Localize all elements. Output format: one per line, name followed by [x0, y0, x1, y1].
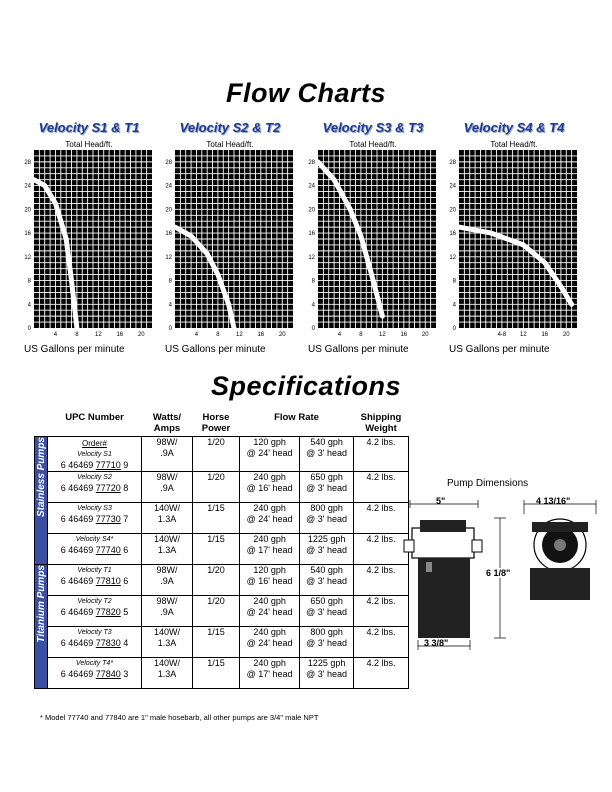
- cell-horsepower: [193, 437, 240, 472]
- y-tick-label: 12: [24, 254, 31, 261]
- y-tick-label: 4: [311, 302, 315, 309]
- cell-upc: [48, 503, 142, 534]
- upc-check-digit: 4: [123, 638, 129, 648]
- pump-model-name: Velocity T2: [77, 598, 112, 605]
- chart-y-label: Total Head/ft.: [65, 140, 113, 149]
- flow-gph: 120 gph: [253, 565, 286, 575]
- flow-gph: 240 gph: [253, 658, 286, 668]
- watts: 98W/: [156, 472, 178, 482]
- shipping-weight: 4.2 lbs.: [366, 472, 396, 482]
- x-tick-label: 12: [95, 332, 102, 338]
- amps: 1.3A: [157, 514, 177, 524]
- chart-plot: [21, 150, 157, 340]
- upc-check-digit: 5: [123, 607, 129, 617]
- upc-code: [48, 483, 141, 494]
- horsepower: 1/20: [207, 596, 225, 606]
- upc-prefix: 6 46469: [60, 460, 94, 470]
- table-row: [35, 534, 409, 565]
- x-tick-label: 12: [236, 332, 243, 338]
- table-row: [35, 472, 409, 503]
- dim-height: 6 1/8": [486, 568, 511, 578]
- watts: 140W/: [153, 627, 180, 637]
- upc-code: [48, 607, 141, 618]
- cell-weight: [354, 437, 409, 472]
- cell-horsepower: [193, 596, 240, 627]
- x-tick-label: 20: [137, 332, 145, 338]
- chart-x-label: US Gallons per minute: [308, 344, 409, 355]
- cell-flow-low-head: [300, 596, 354, 627]
- upc-code: [48, 576, 141, 587]
- flow-gph: 650 gph: [310, 472, 343, 482]
- x-tick-label: 16: [116, 332, 124, 338]
- upc-order-number: 77720: [95, 483, 121, 493]
- y-tick-label: 4: [27, 302, 31, 309]
- header-flow: Flow Rate: [274, 412, 319, 423]
- cell-upc: [48, 596, 142, 627]
- group-label-stainless: [35, 437, 48, 565]
- shipping-weight: 4.2 lbs.: [366, 658, 396, 668]
- y-tick-label: 16: [165, 231, 172, 238]
- pump-model-name: Velocity T1: [77, 567, 112, 574]
- flow-head: @ 3' head: [306, 545, 348, 555]
- chart-x-label: US Gallons per minute: [449, 344, 550, 355]
- chart-title: Velocity S1 & T1: [38, 120, 140, 135]
- cell-horsepower: [193, 534, 240, 565]
- header-upc: UPC Number: [65, 412, 124, 423]
- table-row: [35, 596, 409, 627]
- table-row: [35, 503, 409, 534]
- x-tick-label: 20: [562, 332, 570, 338]
- y-tick-label: 16: [449, 231, 456, 238]
- cell-flow-low-head: [300, 437, 354, 472]
- table-header-row: [35, 412, 409, 437]
- upc-order-number: 77820: [95, 607, 121, 617]
- pump-side-view: [404, 520, 482, 638]
- amps: 1.3A: [157, 545, 177, 555]
- y-tick-label: 4: [452, 302, 456, 309]
- watts: 140W/: [153, 534, 180, 544]
- cell-flow-high-head: [240, 534, 300, 565]
- flow-gph: 240 gph: [253, 472, 286, 482]
- pump-model-name: Velocity S4*: [75, 536, 114, 543]
- specifications-title: Specifications: [210, 371, 402, 401]
- y-tick-label: 8: [27, 278, 31, 285]
- cell-flow-high-head: [240, 472, 300, 503]
- cell-horsepower: [193, 565, 240, 596]
- table-row: [35, 658, 409, 689]
- y-tick-label: 20: [449, 207, 456, 214]
- cell-flow-low-head: [300, 472, 354, 503]
- cell-watts: [142, 658, 193, 689]
- y-tick-label: 24: [308, 183, 315, 190]
- upc-check-digit: 8: [123, 483, 129, 493]
- cell-watts: [142, 503, 193, 534]
- y-tick-label: 12: [165, 254, 172, 261]
- horsepower: 1/15: [207, 534, 225, 544]
- amps: 1.3A: [157, 638, 177, 648]
- dim-depth: 4 13/16": [536, 496, 571, 506]
- cell-flow-high-head: [240, 503, 300, 534]
- upc-check-digit: 6: [123, 576, 129, 586]
- horsepower: 1/20: [207, 472, 225, 482]
- y-tick-label: 24: [24, 183, 31, 190]
- x-tick-label: 4: [194, 332, 199, 338]
- x-tick-label: 16: [541, 332, 549, 338]
- shipping-weight: 4.2 lbs.: [366, 596, 396, 606]
- amps: .9A: [160, 448, 174, 458]
- flow-head: @ 17' head: [246, 669, 293, 679]
- flow-gph: 800 gph: [310, 503, 343, 513]
- upc-prefix: 6 46469: [60, 483, 94, 493]
- y-tick-label: 12: [449, 254, 456, 261]
- y-tick-label: 20: [24, 207, 31, 214]
- x-tick-label: 12: [520, 332, 527, 338]
- pump-model-name: Velocity S2: [77, 474, 112, 481]
- flow-gph: 540 gph: [310, 565, 343, 575]
- chart-plot: [162, 150, 298, 340]
- flow-gph: 120 gph: [253, 437, 286, 447]
- y-tick-label: 20: [165, 207, 172, 214]
- amps: .9A: [160, 576, 174, 586]
- cell-upc: [48, 534, 142, 565]
- x-tick-label: 16: [257, 332, 265, 338]
- pump-dimensions-title: Pump Dimensions: [447, 478, 529, 489]
- chart-x-label: US Gallons per minute: [24, 344, 125, 355]
- upc-order-number: 77830: [95, 638, 121, 648]
- flow-chart-4: [446, 120, 582, 360]
- pump-model-name: Velocity S3: [77, 505, 112, 512]
- cell-horsepower: [193, 658, 240, 689]
- cell-upc: [48, 658, 142, 689]
- amps: 1.3A: [157, 669, 177, 679]
- flow-gph: 650 gph: [310, 596, 343, 606]
- group-label-text: Titanium Pumps: [35, 565, 47, 643]
- x-tick-label: 12: [379, 332, 386, 338]
- flow-charts-title: Flow Charts: [225, 78, 386, 108]
- chart-title: Velocity S3 & T3: [322, 120, 424, 135]
- chart-title: Velocity S4 & T4: [463, 120, 565, 135]
- pump-model-name: Velocity T3: [77, 629, 112, 636]
- footnote: * Model 77740 and 77840 are 1" male hosebarb, all other pumps are 3/4" male NPT: [40, 713, 319, 722]
- cell-flow-high-head: [240, 437, 300, 472]
- flow-head: @ 16' head: [246, 576, 293, 586]
- flow-head: @ 24' head: [246, 448, 293, 458]
- y-tick-label: 24: [449, 183, 456, 190]
- cell-watts: [142, 596, 193, 627]
- dim-width: 5": [436, 496, 446, 506]
- y-tick-label: 28: [165, 159, 172, 166]
- specifications-table: [34, 412, 409, 689]
- chart-y-label: Total Head/ft.: [206, 140, 254, 149]
- order-label: Order#: [82, 439, 107, 448]
- flow-chart-3: [305, 120, 441, 360]
- cell-watts: [142, 565, 193, 596]
- table-row: [35, 565, 409, 596]
- upc-code: [48, 514, 141, 525]
- cell-watts: [142, 627, 193, 658]
- shipping-weight: 4.2 lbs.: [366, 437, 396, 447]
- y-tick-label: 16: [308, 231, 315, 238]
- x-tick-label: 20: [278, 332, 286, 338]
- y-tick-label: 0: [452, 326, 456, 332]
- cell-weight: [354, 658, 409, 689]
- cell-flow-low-head: [300, 658, 354, 689]
- x-tick-label: 8: [216, 332, 220, 338]
- flow-head: @ 16' head: [246, 483, 293, 493]
- flow-head: @ 3' head: [306, 448, 348, 458]
- amps: .9A: [160, 483, 174, 493]
- x-tick-label: 8: [75, 332, 79, 338]
- header-horse: Horse Power: [201, 412, 231, 434]
- flow-gph: 240 gph: [253, 503, 286, 513]
- pump-model-name: Velocity S1: [77, 451, 112, 458]
- y-tick-label: 0: [311, 326, 315, 332]
- flow-head: @ 3' head: [306, 607, 348, 617]
- y-tick-label: 8: [311, 278, 315, 285]
- upc-code: [48, 545, 141, 556]
- flow-gph: 540 gph: [310, 437, 343, 447]
- header-watts: Watts/ Amps: [152, 412, 182, 434]
- y-tick-label: 24: [165, 183, 172, 190]
- upc-check-digit: 6: [123, 545, 129, 555]
- x-tick-label: 8: [359, 332, 363, 338]
- cell-horsepower: [193, 472, 240, 503]
- cell-horsepower: [193, 503, 240, 534]
- upc-prefix: 6 46469: [60, 638, 94, 648]
- chart-plot: [446, 150, 582, 340]
- flow-head: @ 3' head: [306, 514, 348, 524]
- y-tick-label: 0: [168, 326, 172, 332]
- flow-gph: 240 gph: [253, 627, 286, 637]
- chart-y-label: Total Head/ft.: [490, 140, 538, 149]
- y-tick-label: 16: [24, 231, 31, 238]
- horsepower: 1/20: [207, 565, 225, 575]
- cell-flow-high-head: [240, 565, 300, 596]
- flow-gph: 1225 gph: [307, 534, 346, 544]
- x-tick-label: 4-8: [497, 332, 507, 338]
- chart-x-label: US Gallons per minute: [165, 344, 266, 355]
- table-row: [35, 627, 409, 658]
- x-tick-label: 20: [421, 332, 429, 338]
- group-label-titanium: [35, 565, 48, 689]
- y-tick-label: 8: [168, 278, 172, 285]
- upc-code: [48, 669, 141, 680]
- flow-head: @ 3' head: [306, 576, 348, 586]
- x-tick-label: 4: [53, 332, 58, 338]
- flow-gph: 240 gph: [253, 596, 286, 606]
- upc-prefix: 6 46469: [60, 545, 94, 555]
- cell-watts: [142, 534, 193, 565]
- pump-front-view: [530, 519, 590, 600]
- dim-base: 3 3/8": [424, 638, 449, 648]
- watts: 98W/: [156, 565, 178, 575]
- cell-watts: [142, 437, 193, 472]
- upc-prefix: 6 46469: [60, 576, 94, 586]
- cell-upc: [48, 437, 142, 472]
- x-tick-label: 4: [337, 332, 342, 338]
- cell-flow-high-head: [240, 658, 300, 689]
- y-tick-label: 28: [308, 159, 315, 166]
- cell-upc: [48, 627, 142, 658]
- flow-gph: 1225 gph: [307, 658, 346, 668]
- cell-flow-low-head: [300, 503, 354, 534]
- y-tick-label: 0: [27, 326, 31, 332]
- flow-head: @ 17' head: [246, 545, 293, 555]
- flow-head: @ 3' head: [306, 638, 348, 648]
- cell-flow-low-head: [300, 565, 354, 596]
- shipping-weight: 4.2 lbs.: [366, 627, 396, 637]
- table-row: [35, 437, 409, 472]
- chart-title: Velocity S2 & T2: [179, 120, 281, 135]
- horsepower: 1/20: [207, 437, 225, 447]
- flow-head: @ 24' head: [246, 607, 293, 617]
- y-tick-label: 8: [452, 278, 456, 285]
- watts: 140W/: [153, 658, 180, 668]
- chart-plot: [305, 150, 441, 340]
- flow-head: @ 24' head: [246, 638, 293, 648]
- y-tick-label: 4: [168, 302, 172, 309]
- flow-head: @ 3' head: [306, 669, 348, 679]
- upc-order-number: 77710: [95, 460, 121, 470]
- cell-upc: [48, 565, 142, 596]
- header-ship: Shipping Weight: [360, 412, 402, 434]
- upc-order-number: 77730: [95, 514, 121, 524]
- pump-model-name: Velocity T4*: [75, 660, 114, 667]
- horsepower: 1/15: [207, 658, 225, 668]
- flow-head: @ 3' head: [306, 483, 348, 493]
- upc-check-digit: 9: [123, 460, 129, 470]
- watts: 98W/: [156, 437, 178, 447]
- upc-order-number: 77840: [95, 669, 121, 679]
- cell-flow-low-head: [300, 534, 354, 565]
- watts: 98W/: [156, 596, 178, 606]
- shipping-weight: 4.2 lbs.: [366, 565, 396, 575]
- cell-horsepower: [193, 627, 240, 658]
- horsepower: 1/15: [207, 503, 225, 513]
- header-spacer: [35, 412, 48, 437]
- flow-chart-2: [162, 120, 298, 360]
- flow-gph: 240 gph: [253, 534, 286, 544]
- y-tick-label: 20: [308, 207, 315, 214]
- group-label-text: Stainless Pumps: [35, 437, 47, 518]
- cell-flow-high-head: [240, 596, 300, 627]
- watts: 140W/: [153, 503, 180, 513]
- upc-check-digit: 3: [123, 669, 129, 679]
- upc-check-digit: 7: [123, 514, 129, 524]
- shipping-weight: 4.2 lbs.: [366, 503, 396, 513]
- flow-chart-1: [21, 120, 157, 360]
- upc-code: [48, 460, 141, 471]
- y-tick-label: 28: [24, 159, 31, 166]
- amps: .9A: [160, 607, 174, 617]
- x-tick-label: 16: [400, 332, 408, 338]
- upc-order-number: 77740: [95, 545, 121, 555]
- cell-upc: [48, 472, 142, 503]
- upc-prefix: 6 46469: [60, 669, 94, 679]
- shipping-weight: 4.2 lbs.: [366, 534, 396, 544]
- cell-watts: [142, 472, 193, 503]
- horsepower: 1/15: [207, 627, 225, 637]
- y-tick-label: 12: [308, 254, 315, 261]
- y-tick-label: 28: [449, 159, 456, 166]
- chart-y-label: Total Head/ft.: [349, 140, 397, 149]
- upc-prefix: 6 46469: [60, 607, 94, 617]
- cell-flow-high-head: [240, 627, 300, 658]
- flow-gph: 800 gph: [310, 627, 343, 637]
- upc-prefix: 6 46469: [60, 514, 94, 524]
- upc-code: [48, 638, 141, 649]
- flow-head: @ 24' head: [246, 514, 293, 524]
- upc-order-number: 77810: [95, 576, 121, 586]
- cell-flow-low-head: [300, 627, 354, 658]
